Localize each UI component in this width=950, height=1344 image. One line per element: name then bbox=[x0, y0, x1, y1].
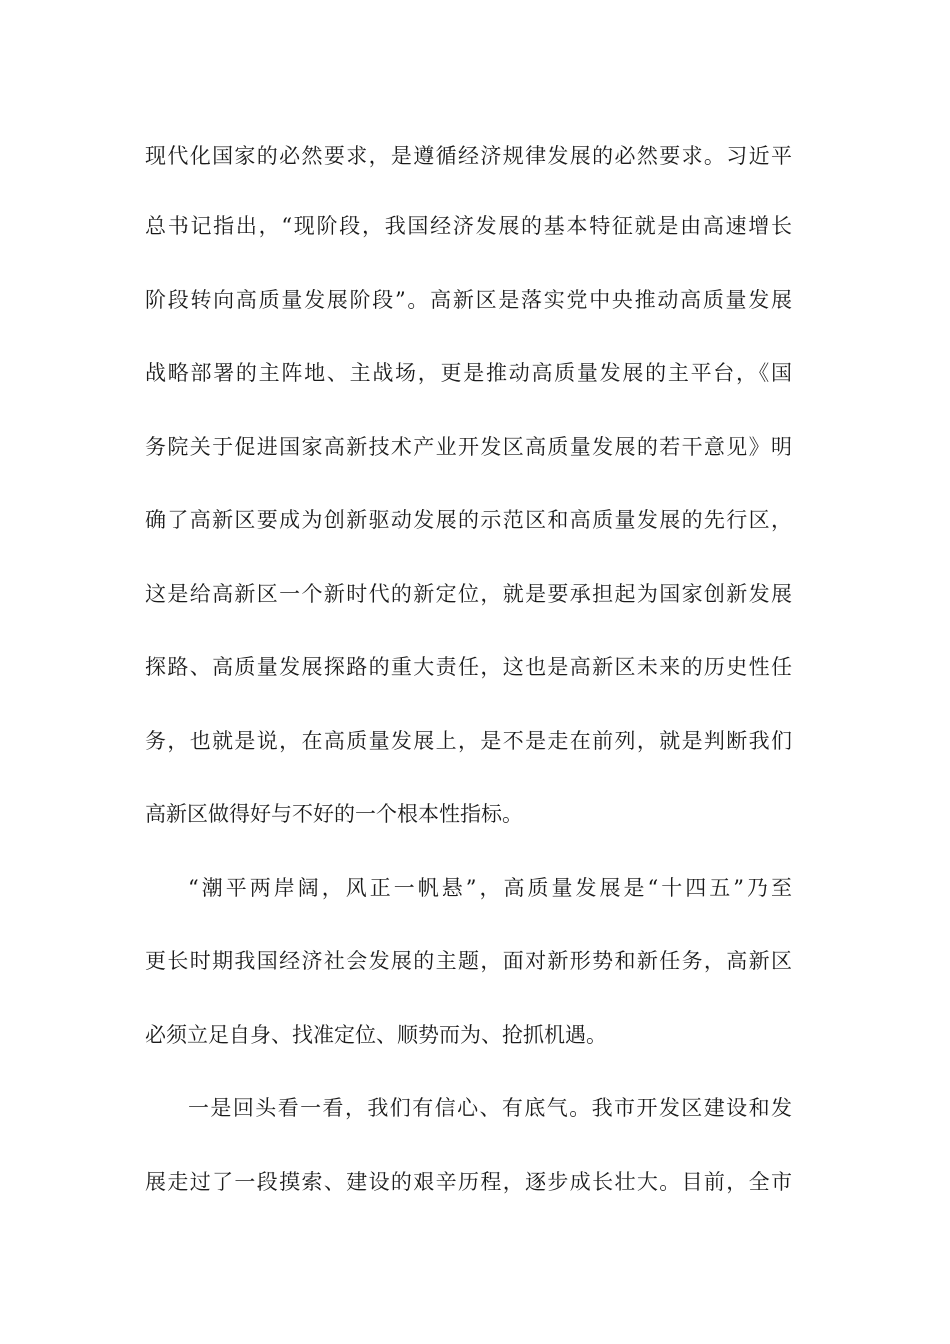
paragraph-line: 务，也就是说，在高质量发展上，是不是走在前列，就是判断我们 bbox=[145, 729, 792, 753]
paragraph-line: 这是给高新区一个新时代的新定位，就是要承担起为国家创新发展 bbox=[145, 582, 792, 606]
paragraph-line: 探路、高质量发展探路的重大责任，这也是高新区未来的历史性任 bbox=[145, 655, 792, 679]
paragraph-line: 阶段转向高质量发展阶段”。高新区是落实党中央推动高质量发展 bbox=[145, 288, 792, 312]
paragraph-line: 必须立足自身、找准定位、顺势而为、抢抓机遇。 bbox=[145, 1023, 607, 1047]
paragraph-line: 总书记指出，“现阶段，我国经济发展的基本特征就是由高速增长 bbox=[145, 214, 792, 238]
paragraph-line: 现代化国家的必然要求，是遵循经济规律发展的必然要求。习近平 bbox=[145, 144, 792, 168]
paragraph-line: 务院关于促进国家高新技术产业开发区高质量发展的若干意见》明 bbox=[145, 435, 792, 459]
paragraph-line: 一是回头看一看，我们有信心、有底气。我市开发区建设和发 bbox=[188, 1096, 792, 1120]
paragraph-line: 高新区做得好与不好的一个根本性指标。 bbox=[145, 802, 523, 826]
paragraph-line: 战略部署的主阵地、主战场，更是推动高质量发展的主平台，《国 bbox=[145, 361, 792, 385]
paragraph-line: “潮平两岸阔，风正一帆悬”，高质量发展是“十四五”乃至 bbox=[188, 876, 792, 900]
paragraph-line: 确了高新区要成为创新驱动发展的示范区和高质量发展的先行区， bbox=[145, 508, 792, 532]
paragraph-line: 更长时期我国经济社会发展的主题，面对新形势和新任务，高新区 bbox=[145, 949, 792, 973]
paragraph-line: 展走过了一段摸索、建设的艰辛历程，逐步成长壮大。目前，全市 bbox=[145, 1170, 792, 1194]
